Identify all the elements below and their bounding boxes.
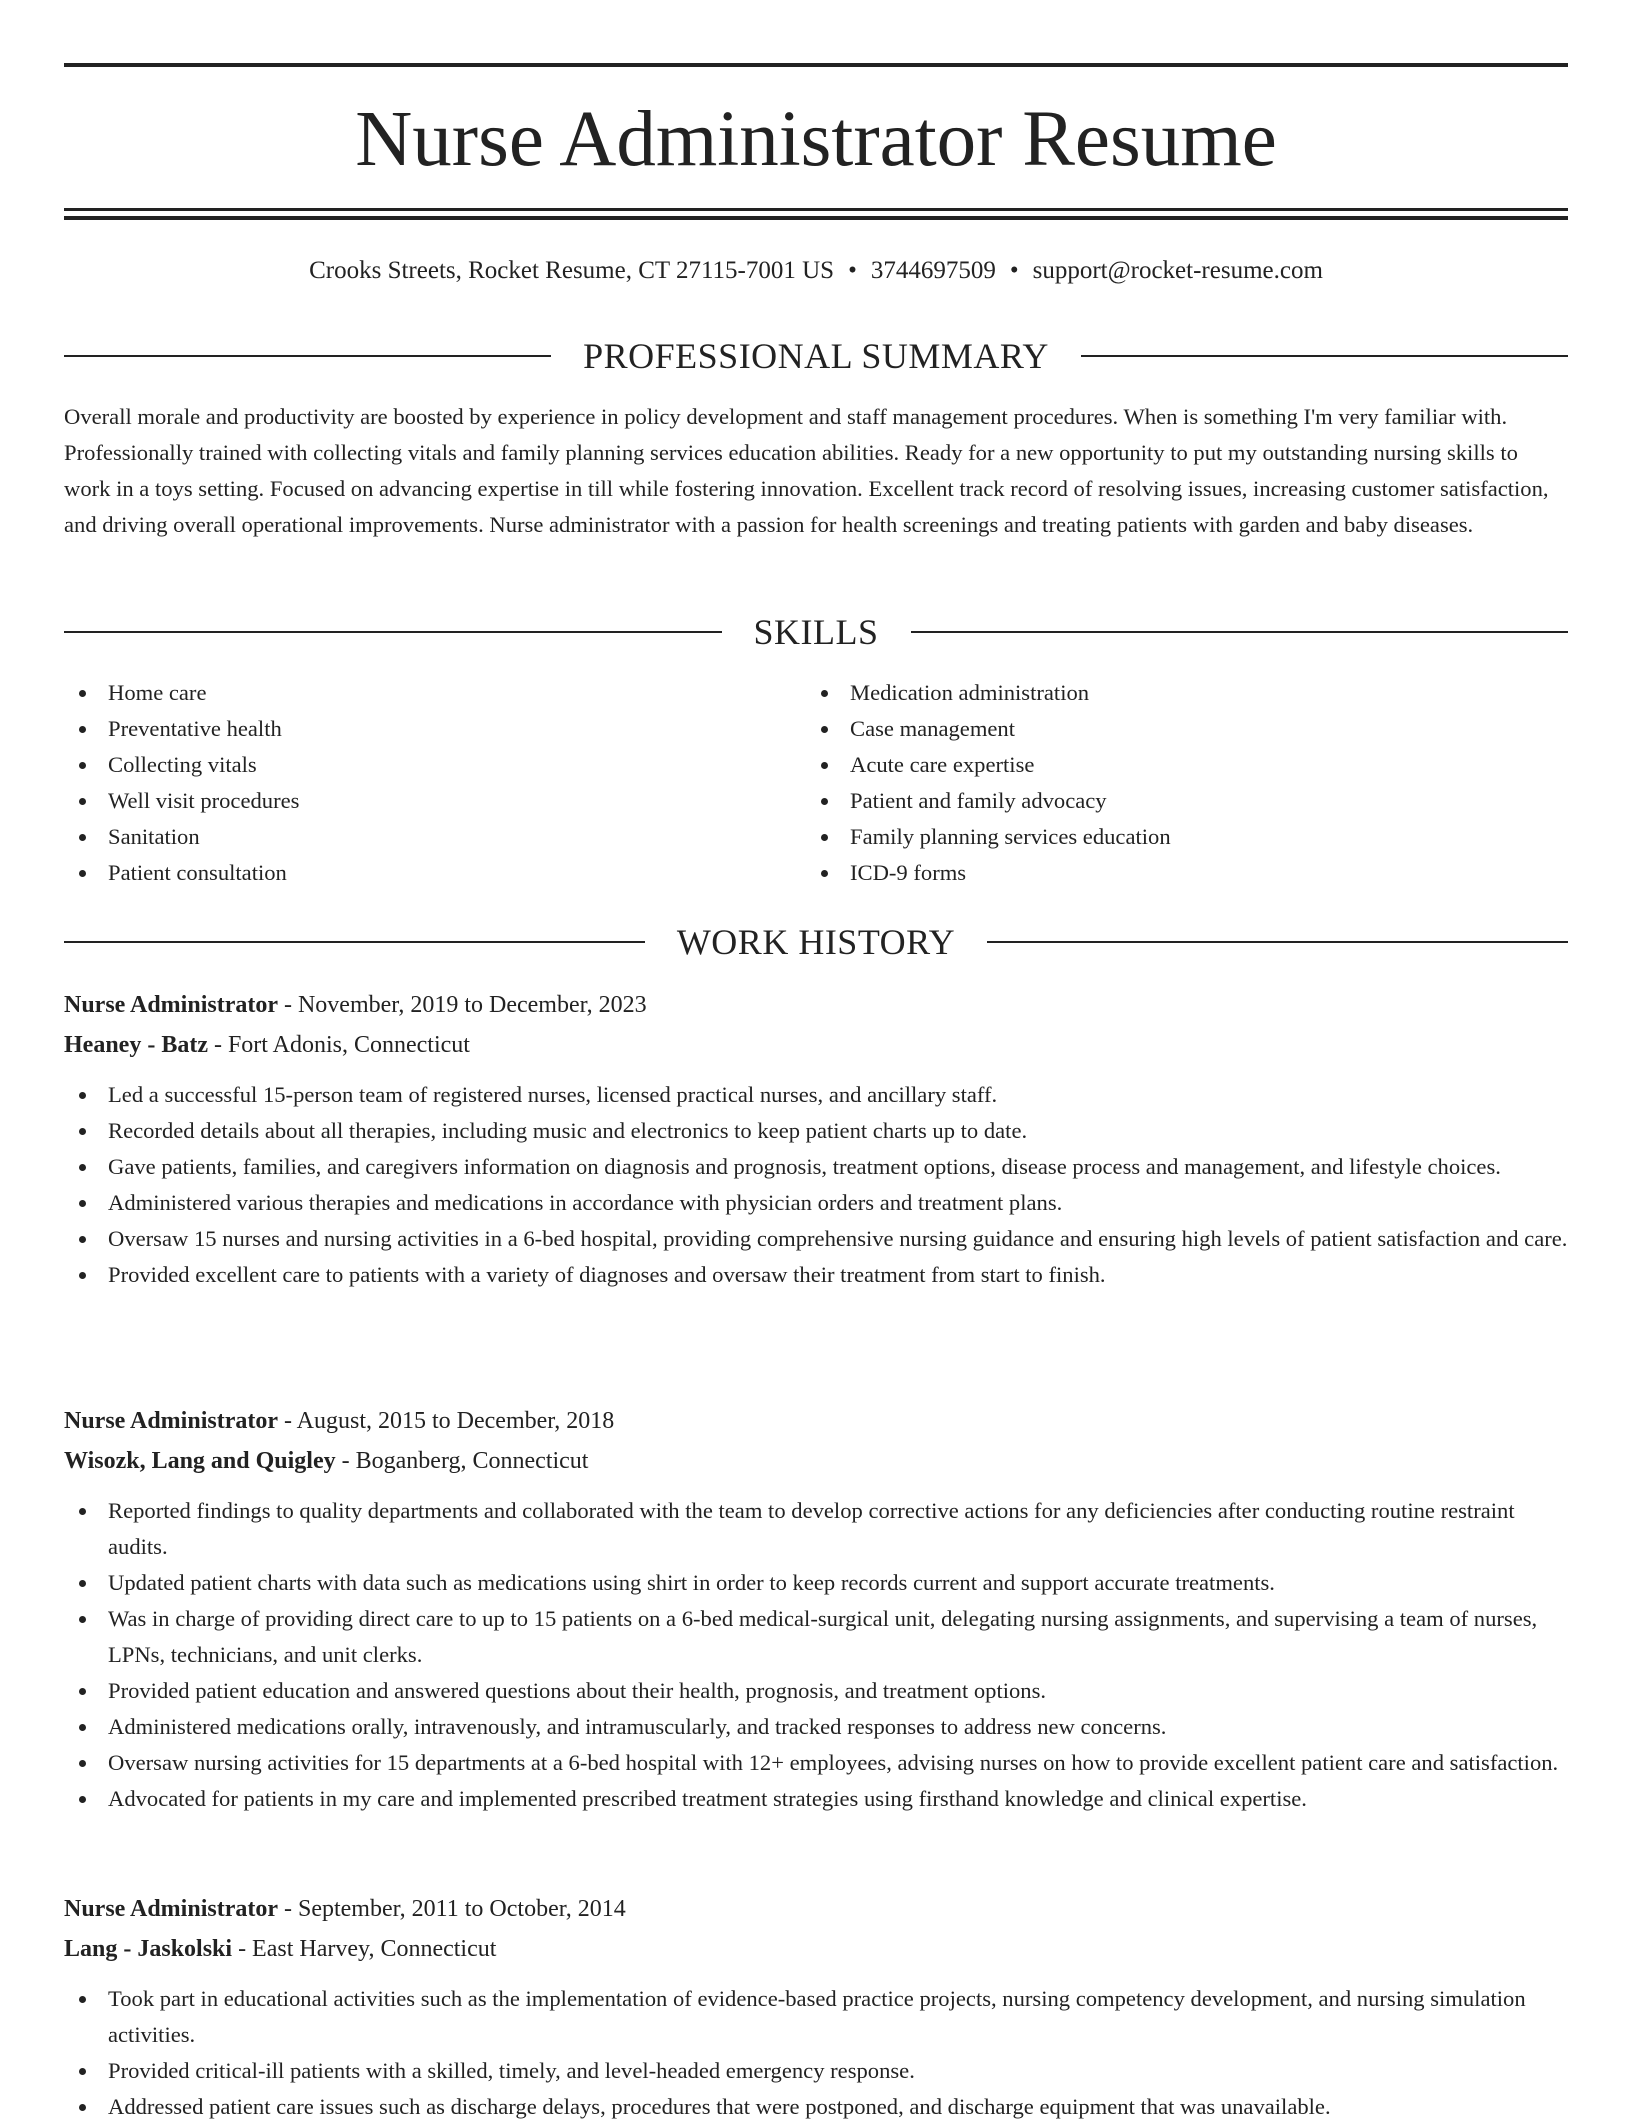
heading-rule [64,355,551,357]
contact-address: Crooks Streets, Rocket Resume, CT 27115-7001 US [309,257,835,284]
job-bullet: Advocated for patients in my care and implemented prescribed treatment strategies using firsthand knowledge and clinical expertise. [64,1781,1568,1817]
summary-text: Overall morale and productivity are boosted by experience in policy development and staff management procedures. When is something I'm very familiar with. Professionally trained with collecting vitals and family planning services education abilities. Ready for a new opportunity to put my outstanding nursing skills to work in a toys setting. Focused on advancing expertise in till while fostering innovation. Excellent track record of resolving issues, increasing customer satisfaction, and driving overall operational improvements. Nurse administrator with a passion for health screenings and treating patients with garden and baby diseases. [64,404,1549,537]
job-title: Nurse Administrator [64,992,278,1018]
skills-heading [64,610,1568,654]
job-title: Nurse Administrator [64,1408,278,1434]
contact-line [64,253,1568,289]
skill-item: Medication administration [806,675,1548,711]
job-company: Wisozk, Lang and Quigley [64,1448,336,1474]
skill-item: Patient and family advocacy [806,783,1548,819]
skill-item: Patient consultation [64,855,806,891]
summary-heading-label: PROFESSIONAL SUMMARY [583,336,1049,376]
title-double-rule [64,208,1568,220]
summary-heading [64,334,1568,378]
job-bullet: Provided patient education and answered questions about their health, prognosis, and treatment options. [64,1673,1568,1709]
page-title: Nurse Administrator Resume [355,96,1277,183]
contact-email: support@rocket-resume.com [1032,257,1323,284]
job-entry [64,1401,1568,1817]
job-bullet: Took part in educational activities such as the implementation of evidence-based practice projects, nursing competency development, and nursing simulation activities. [64,1981,1568,2053]
job-bullets [64,1077,1568,1293]
contact-separator: • [1009,257,1019,284]
job-company: Lang - Jaskolski [64,1936,233,1962]
work-history-heading [64,920,1568,964]
job-bullet: Oversaw 15 nurses and nursing activities in a 6-bed hospital, providing comprehensive nursing guidance and ensuring high levels of patient satisfaction and care. [64,1221,1568,1257]
skill-item: Sanitation [64,819,806,855]
job-bullet: Administered medications orally, intravenously, and intramuscularly, and tracked responses to address new concerns. [64,1709,1568,1745]
job-bullets [64,1981,1568,2125]
skill-item: Family planning services education [806,819,1548,855]
heading-rule [911,631,1569,633]
job-bullet: Provided excellent care to patients with a variety of diagnoses and oversaw their treatment from start to finish. [64,1257,1568,1293]
heading-rule [64,631,722,633]
skill-item: Preventative health [64,711,806,747]
job-company-line [64,1929,1568,1969]
job-title: Nurse Administrator [64,1896,278,1922]
skill-item: Acute care expertise [806,747,1548,783]
job-company: Heaney - Batz [64,1032,208,1058]
job-location: - Fort Adonis, Connecticut [207,1032,470,1058]
job-dates: - September, 2011 to October, 2014 [277,1896,626,1922]
skill-item: Collecting vitals [64,747,806,783]
skills-column-right [806,675,1548,891]
job-bullet: Addressed patient care issues such as discharge delays, procedures that were postponed, and discharge equipment that was unavailable. [64,2089,1568,2125]
skill-item: Case management [806,711,1548,747]
job-entry [64,985,1568,1293]
job-bullets [64,1493,1568,1817]
contact-phone: 3744697509 [870,257,996,284]
skills-column-left [64,675,806,891]
job-company-line [64,1441,1568,1481]
job-title-line [64,985,1568,1025]
top-rule [64,63,1568,67]
skills-heading-label: SKILLS [753,612,879,652]
job-location: - Boganberg, Connecticut [335,1448,589,1474]
work-history-heading-label: WORK HISTORY [676,922,956,962]
job-bullet: Oversaw nursing activities for 15 departments at a 6-bed hospital with 12+ employees, advising nurses on how to provide excellent patient care and satisfaction. [64,1745,1568,1781]
job-bullet: Was in charge of providing direct care to up to 15 patients on a 6-bed medical-surgical unit, delegating nursing assignments, and supervising a team of nurses, LPNs, technicians, and unit clerks. [64,1601,1568,1673]
heading-rule [64,941,645,943]
skill-item: Home care [64,675,806,711]
job-bullet: Recorded details about all therapies, including music and electronics to keep patient charts up to date. [64,1113,1568,1149]
job-dates: - August, 2015 to December, 2018 [277,1408,615,1434]
job-bullet: Provided critical-ill patients with a skilled, timely, and level-headed emergency response. [64,2053,1568,2089]
job-bullet: Reported findings to quality departments and collaborated with the team to develop corrective actions for any deficiencies after conducting routine restraint audits. [64,1493,1568,1565]
job-entry [64,1889,1568,2125]
contact-separator: • [848,257,857,284]
job-title-line [64,1889,1568,1929]
job-bullet: Gave patients, families, and caregivers information on diagnosis and prognosis, treatment options, disease process and management, and lifestyle choices. [64,1149,1568,1185]
job-bullet: Updated patient charts with data such as medications using shirt in order to keep records current and support accurate treatments. [64,1565,1568,1601]
job-dates: - November, 2019 to December, 2023 [277,992,647,1018]
heading-rule [987,941,1568,943]
heading-rule [1081,355,1568,357]
job-location: - East Harvey, Connecticut [232,1936,497,1962]
job-company-line [64,1025,1568,1065]
skill-item: ICD-9 forms [806,855,1548,891]
job-bullet: Administered various therapies and medications in accordance with physician orders and treatment plans. [64,1185,1568,1221]
job-bullet: Led a successful 15-person team of registered nurses, licensed practical nurses, and ancillary staff. [64,1077,1568,1113]
job-title-line [64,1401,1568,1441]
skills-list [64,675,1568,891]
skill-item: Well visit procedures [64,783,806,819]
